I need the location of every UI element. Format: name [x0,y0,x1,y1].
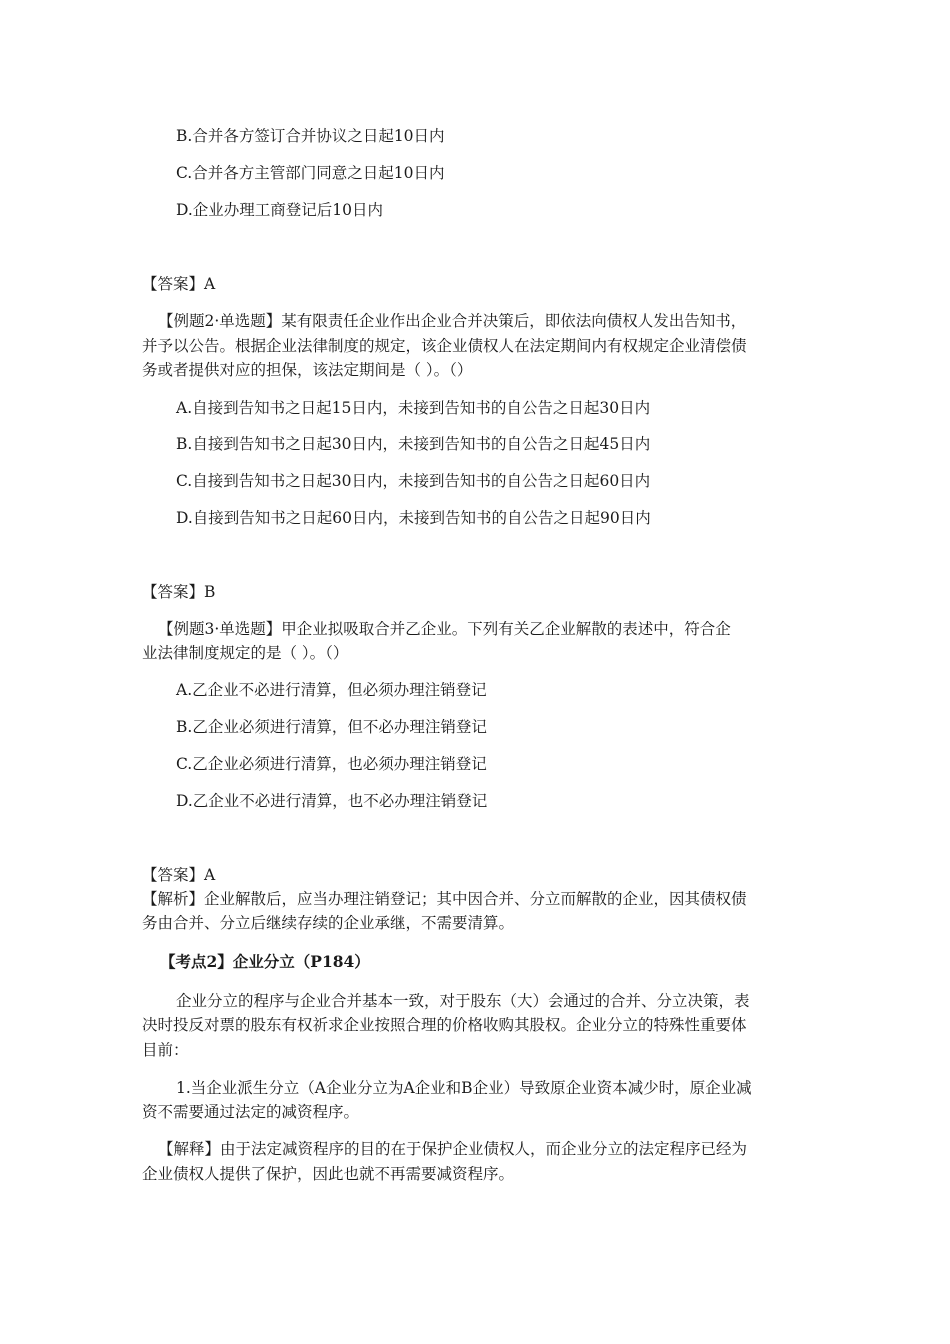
q2-option-a: A.自接到告知书之日起15日内，未接到告知书的自公告之日起30日内 [176,399,651,417]
q2-option-d: D.自接到告知书之日起60日内，未接到告知书的自公告之日起90日内 [176,509,651,527]
section-intro-line1: 企业分立的程序与企业合并基本一致，对于股东（大）会通过的合并、分立决策，表 [176,992,750,1010]
q3-analysis-line1: 【解析】企业解散后，应当办理注销登记；其中因合并、分立而解散的企业，因其债权债 [142,890,747,908]
q3-option-b: B.乙企业必须进行清算，但不必办理注销登记 [176,718,487,736]
q3-answer: 【答案】A [142,866,216,884]
section-heading: 【考点2】企业分立（P184） [160,952,370,971]
q1-option-d: D.企业办理工商登记后10日内 [176,201,384,219]
section-point1-line2: 资不需要通过法定的减资程序。 [142,1103,360,1121]
section-intro-line3: 目前： [142,1041,189,1059]
q3-stem-line1: 【例题3·单选题】甲企业拟吸取合并乙企业。下列有关乙企业解散的表述中，符合企 [158,620,731,638]
q3-option-c: C.乙企业必须进行清算，也必须办理注销登记 [176,755,487,773]
q2-option-b: B.自接到告知书之日起30日内，未接到告知书的自公告之日起45日内 [176,435,651,453]
section-explain-line2: 企业债权人提供了保护，因此也就不再需要减资程序。 [142,1165,515,1183]
q2-stem-line3: 务或者提供对应的担保，该法定期间是（ ）。（） [142,361,473,379]
q2-stem-line2: 并予以公告。根据企业法律制度的规定，该企业债权人在法定期间内有权规定企业清偿债 [142,337,747,355]
section-explain-line1: 【解释】由于法定减资程序的目的在于保护企业债权人，而企业分立的法定程序已经为 [158,1140,748,1158]
q2-option-c: C.自接到告知书之日起30日内，未接到告知书的自公告之日起60日内 [176,472,651,490]
q3-option-d: D.乙企业不必进行清算，也不必办理注销登记 [176,792,488,810]
q1-option-b: B.合并各方签订合并协议之日起10日内 [176,127,445,145]
q3-option-a: A.乙企业不必进行清算，但必须办理注销登记 [176,681,487,699]
q1-answer: 【答案】A [142,275,216,293]
q1-option-c: C.合并各方主管部门同意之日起10日内 [176,164,445,182]
q3-stem-line2: 业法律制度规定的是（ ）。（） [142,644,349,662]
section-intro-line2: 决时投反对票的股东有权祈求企业按照合理的价格收购其股权。企业分立的特殊性重要体 [142,1016,747,1034]
q3-analysis-line2: 务由合并、分立后继续存续的企业承继，不需要清算。 [142,914,515,932]
q2-answer: 【答案】B [142,583,216,601]
section-point1-line1: 1.当企业派生分立（A企业分立为A企业和B企业）导致原企业资本减少时，原企业减 [176,1079,752,1097]
q2-stem-line1: 【例题2·单选题】某有限责任企业作出企业合并决策后，即依法向债权人发出告知书， [158,312,747,330]
